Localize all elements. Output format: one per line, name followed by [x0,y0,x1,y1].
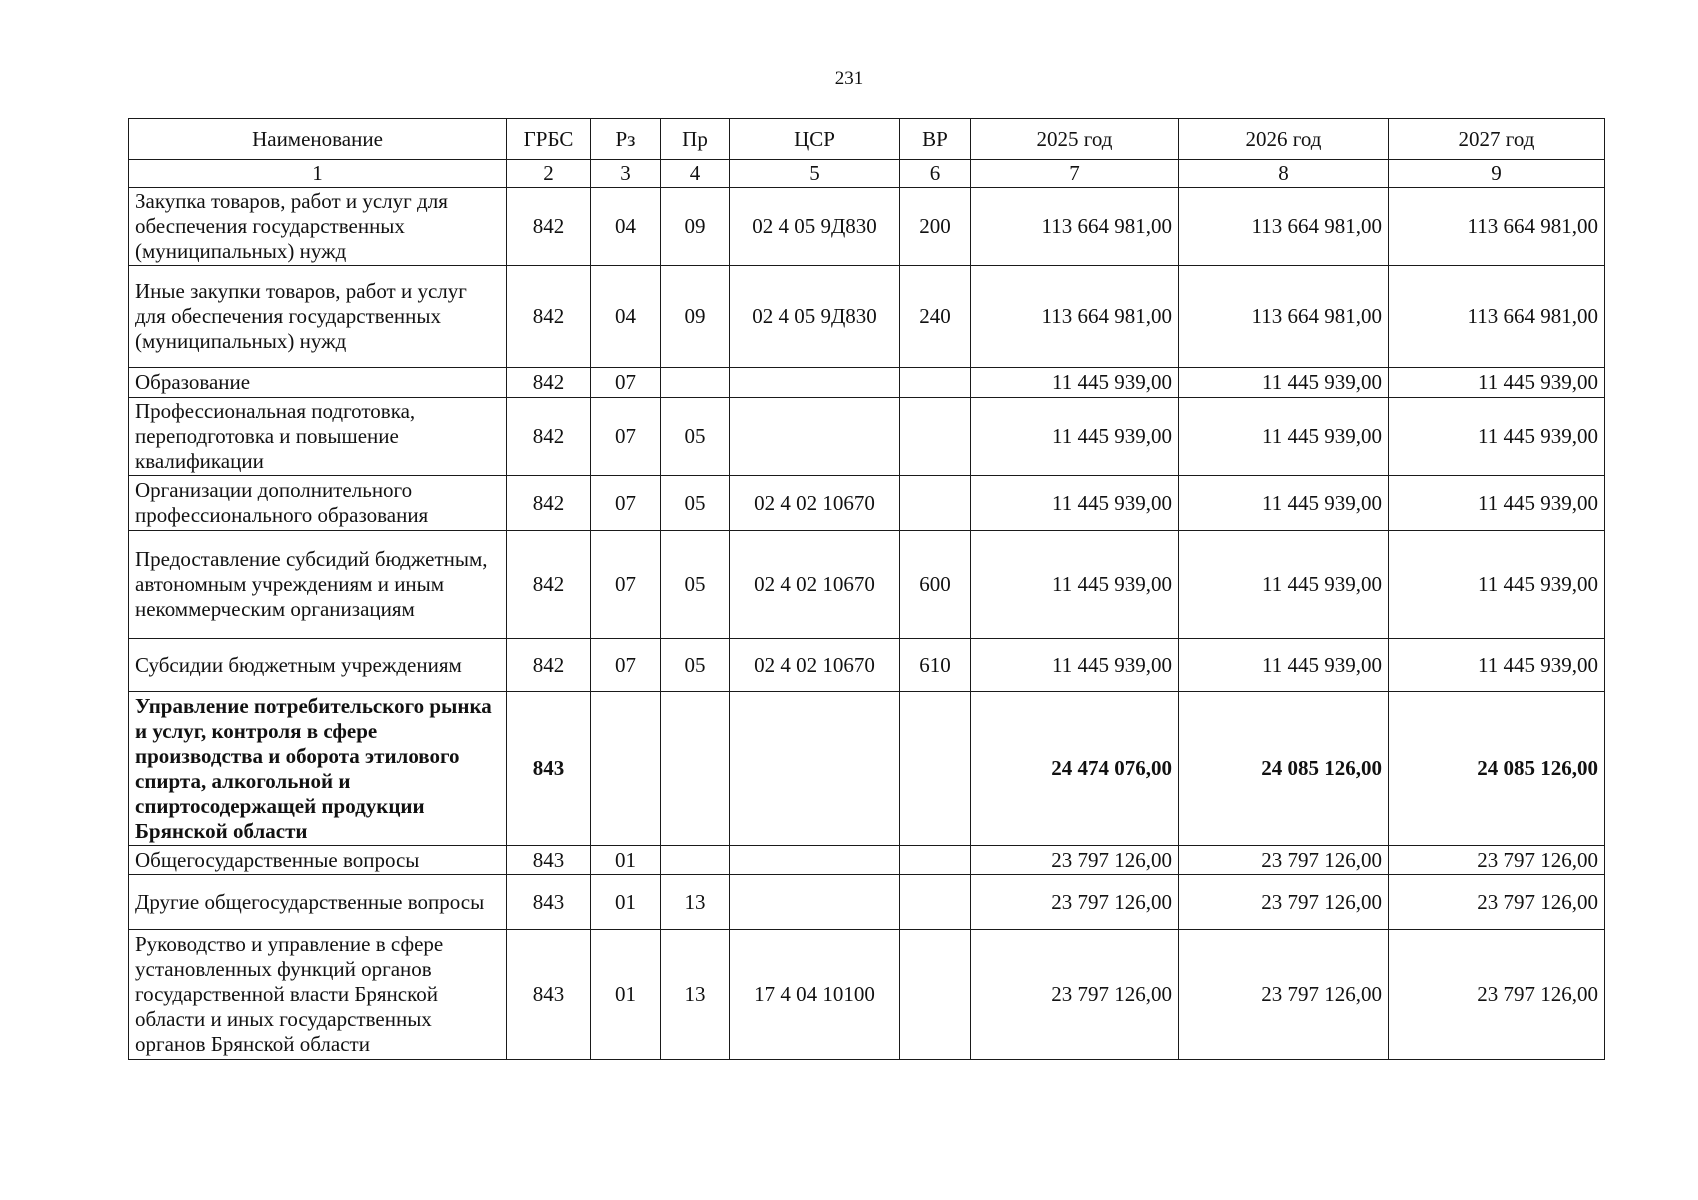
row-csr: 02 4 02 10670 [730,639,900,692]
row-vr [900,930,971,1060]
row-amount-2025: 23 797 126,00 [971,930,1179,1060]
row-vr [900,692,971,846]
row-csr: 02 4 05 9Д830 [730,188,900,266]
row-name: Руководство и управление в сфере установленных функций органов государственной власти Брянской области и иных государственных органов Брянской области [129,930,507,1060]
column-number: 3 [591,160,661,188]
row-amount-2027: 113 664 981,00 [1389,266,1605,368]
row-amount-2027: 11 445 939,00 [1389,639,1605,692]
column-number: 8 [1179,160,1389,188]
row-amount-2027: 113 664 981,00 [1389,188,1605,266]
row-amount-2025: 11 445 939,00 [971,531,1179,639]
row-amount-2027: 11 445 939,00 [1389,398,1605,476]
row-pr [661,846,730,875]
row-amount-2027: 11 445 939,00 [1389,531,1605,639]
row-rz: 01 [591,846,661,875]
row-rz: 07 [591,531,661,639]
row-pr: 09 [661,266,730,368]
row-amount-2025: 11 445 939,00 [971,476,1179,531]
row-name: Управление потребительского рынка и услуг, контроля в сфере производства и оборота этилового спирта, алкогольной и спиртосодержащей продукции Брянской области [129,692,507,846]
row-amount-2025: 11 445 939,00 [971,368,1179,398]
row-csr: 02 4 02 10670 [730,476,900,531]
row-name: Субсидии бюджетным учреждениям [129,639,507,692]
column-number: 9 [1389,160,1605,188]
row-amount-2027: 11 445 939,00 [1389,476,1605,531]
row-name: Общегосударственные вопросы [129,846,507,875]
column-number-row [129,160,1605,188]
budget-table [128,118,1605,1060]
table-row [129,368,1605,398]
row-pr: 13 [661,875,730,930]
table-row [129,639,1605,692]
row-amount-2025: 11 445 939,00 [971,639,1179,692]
row-amount-2026: 11 445 939,00 [1179,531,1389,639]
row-csr [730,368,900,398]
row-csr [730,692,900,846]
row-name: Профессиональная подготовка, переподготовка и повышение квалификации [129,398,507,476]
row-name: Иные закупки товаров, работ и услуг для обеспечения государственных (муниципальных) нужд [129,266,507,368]
table-row [129,531,1605,639]
row-vr [900,398,971,476]
column-number: 6 [900,160,971,188]
row-name: Предоставление субсидий бюджетным, автономным учреждениям и иным некоммерческим организациям [129,531,507,639]
table-row [129,846,1605,875]
header-csr: ЦСР [730,119,900,160]
row-csr [730,398,900,476]
row-amount-2026: 24 085 126,00 [1179,692,1389,846]
header-rz: Рз [591,119,661,160]
row-csr [730,875,900,930]
row-grbs: 842 [507,476,591,531]
row-name: Закупка товаров, работ и услуг для обеспечения государственных (муниципальных) нужд [129,188,507,266]
row-grbs: 842 [507,531,591,639]
row-amount-2026: 23 797 126,00 [1179,846,1389,875]
row-pr: 05 [661,639,730,692]
row-csr: 02 4 05 9Д830 [730,266,900,368]
row-pr: 05 [661,531,730,639]
row-amount-2025: 11 445 939,00 [971,398,1179,476]
row-grbs: 842 [507,368,591,398]
table-row [129,875,1605,930]
row-amount-2027: 23 797 126,00 [1389,846,1605,875]
row-pr: 13 [661,930,730,1060]
row-amount-2026: 11 445 939,00 [1179,476,1389,531]
header-grbs: ГРБС [507,119,591,160]
row-vr: 610 [900,639,971,692]
row-rz: 01 [591,930,661,1060]
header-pr: Пр [661,119,730,160]
row-grbs: 842 [507,398,591,476]
row-pr [661,368,730,398]
row-pr: 05 [661,398,730,476]
row-grbs: 842 [507,188,591,266]
table-row [129,398,1605,476]
row-csr [730,846,900,875]
row-amount-2025: 113 664 981,00 [971,266,1179,368]
row-rz: 04 [591,188,661,266]
table-row [129,266,1605,368]
row-amount-2027: 23 797 126,00 [1389,930,1605,1060]
row-vr [900,368,971,398]
header-name: Наименование [129,119,507,160]
header-2027: 2027 год [1389,119,1605,160]
column-number: 5 [730,160,900,188]
row-vr [900,875,971,930]
table-row [129,930,1605,1060]
row-rz: 07 [591,639,661,692]
row-rz [591,692,661,846]
row-grbs: 843 [507,692,591,846]
row-vr: 600 [900,531,971,639]
row-amount-2026: 23 797 126,00 [1179,930,1389,1060]
table-row [129,692,1605,846]
row-amount-2026: 11 445 939,00 [1179,368,1389,398]
row-grbs: 842 [507,266,591,368]
row-amount-2025: 23 797 126,00 [971,846,1179,875]
row-amount-2025: 23 797 126,00 [971,875,1179,930]
row-amount-2026: 113 664 981,00 [1179,266,1389,368]
row-grbs: 842 [507,639,591,692]
table-row [129,188,1605,266]
row-rz: 01 [591,875,661,930]
header-vr: ВР [900,119,971,160]
column-number: 7 [971,160,1179,188]
row-rz: 07 [591,368,661,398]
header-row [129,119,1605,160]
row-rz: 07 [591,476,661,531]
row-pr: 05 [661,476,730,531]
row-name: Другие общегосударственные вопросы [129,875,507,930]
row-rz: 07 [591,398,661,476]
header-2026: 2026 год [1179,119,1389,160]
row-name: Образование [129,368,507,398]
row-csr: 17 4 04 10100 [730,930,900,1060]
row-amount-2026: 23 797 126,00 [1179,875,1389,930]
row-amount-2025: 113 664 981,00 [971,188,1179,266]
column-number: 2 [507,160,591,188]
row-csr: 02 4 02 10670 [730,531,900,639]
row-amount-2027: 23 797 126,00 [1389,875,1605,930]
column-number: 1 [129,160,507,188]
row-pr: 09 [661,188,730,266]
row-amount-2025: 24 474 076,00 [971,692,1179,846]
row-vr [900,846,971,875]
row-amount-2026: 11 445 939,00 [1179,639,1389,692]
row-vr: 200 [900,188,971,266]
header-2025: 2025 год [971,119,1179,160]
table-row [129,476,1605,531]
column-number: 4 [661,160,730,188]
row-grbs: 843 [507,875,591,930]
page-number: 231 [834,68,864,89]
row-vr [900,476,971,531]
row-amount-2027: 11 445 939,00 [1389,368,1605,398]
row-amount-2026: 11 445 939,00 [1179,398,1389,476]
row-pr [661,692,730,846]
row-grbs: 843 [507,846,591,875]
row-vr: 240 [900,266,971,368]
row-amount-2027: 24 085 126,00 [1389,692,1605,846]
row-amount-2026: 113 664 981,00 [1179,188,1389,266]
row-name: Организации дополнительного профессионального образования [129,476,507,531]
row-grbs: 843 [507,930,591,1060]
row-rz: 04 [591,266,661,368]
